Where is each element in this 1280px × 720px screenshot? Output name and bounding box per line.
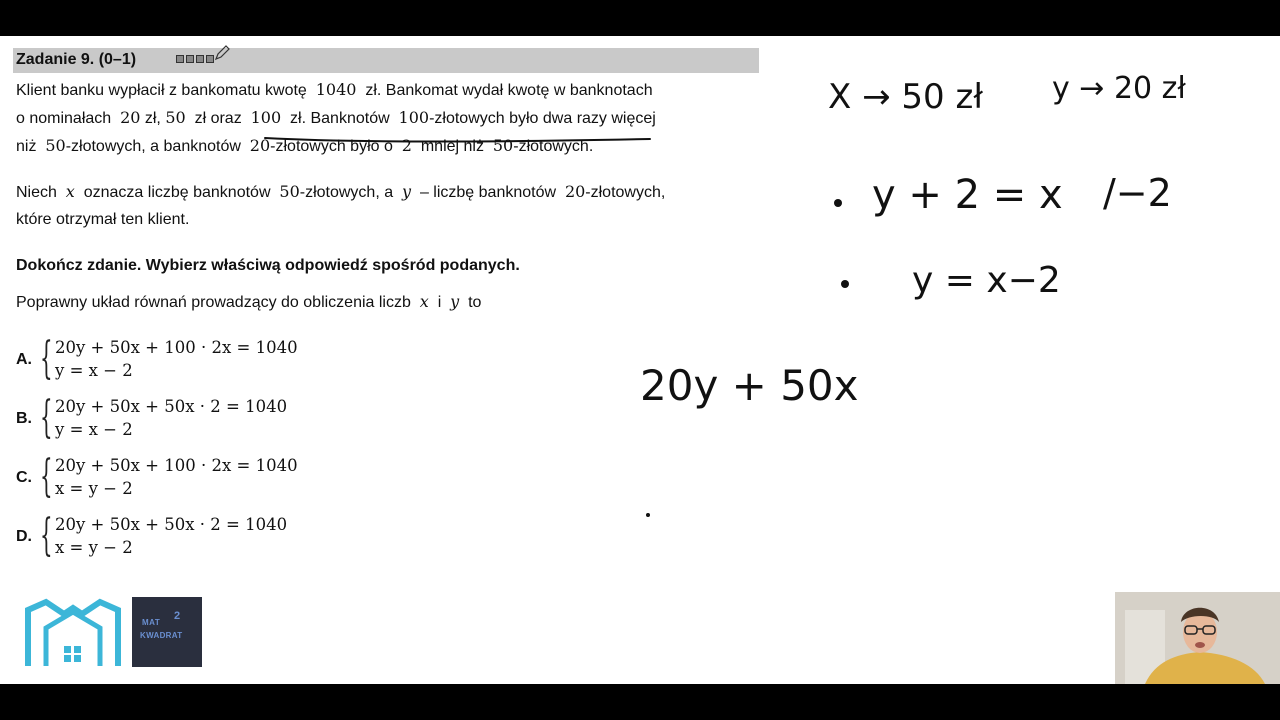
hand-line-3: y = x−2: [912, 260, 1061, 301]
brace: {: [40, 510, 53, 561]
brace: {: [40, 451, 53, 502]
webcam-feed: [1115, 592, 1280, 684]
hand-line-4: 20y + 50x: [640, 361, 859, 410]
bullet-dot: [841, 280, 849, 288]
hand-line-1b: y → 20 zł: [1052, 71, 1186, 106]
question-stem: Poprawny układ równań prowadzący do obliczenia liczb x i y to: [16, 292, 482, 311]
hand-line-2b: /−2: [1103, 171, 1172, 215]
mat-kwadrat-logo: MAT 2 KWADRAT: [132, 597, 202, 667]
hand-line-1a: X → 50 zł: [828, 77, 983, 117]
handwriting-layer: [0, 36, 1280, 684]
video-frame: [0, 36, 1280, 684]
task-title: Zadanie 9. (0–1): [16, 51, 137, 68]
pen-cursor: [646, 513, 650, 517]
presenter-avatar: [1115, 592, 1280, 684]
answer-option-d[interactable]: D. { 20y + 50x + 50x · 2 = 1040 x = y − 2: [16, 510, 288, 561]
brace: {: [40, 392, 53, 443]
house-logo: [24, 598, 122, 668]
task-paragraph-1: Klient banku wypłacił z bankomatu kwotę 1040 zł. Bankomat wydał kwotę w banknotach o nominałach 20 zł, 50 zł oraz 100 zł. Banknotów 100-złotowych było dwa razy więcej niż 50-złotowych, a banknotów 20-złotowych było o 2 mniej niż 50-złotowych.: [16, 80, 656, 155]
answer-option-a[interactable]: A. { 20y + 50x + 100 · 2x = 1040 y = x − 2: [16, 333, 298, 384]
bullet-dot: [834, 199, 842, 207]
brace: {: [40, 333, 53, 384]
hand-line-2a: y + 2 = x: [872, 172, 1063, 218]
instruction: Dokończ zdanie. Wybierz właściwą odpowiedź spośród podanych.: [16, 257, 520, 274]
answer-option-c[interactable]: C. { 20y + 50x + 100 · 2x = 1040 x = y − 2: [16, 451, 298, 502]
task-paragraph-2: Niech x oznacza liczbę banknotów 50-złotowych, a y – liczbę banknotów 20-złotowych, które otrzymał ten klient.: [16, 182, 666, 228]
answer-option-b[interactable]: B. { 20y + 50x + 50x · 2 = 1040 y = x − 2: [16, 392, 288, 443]
